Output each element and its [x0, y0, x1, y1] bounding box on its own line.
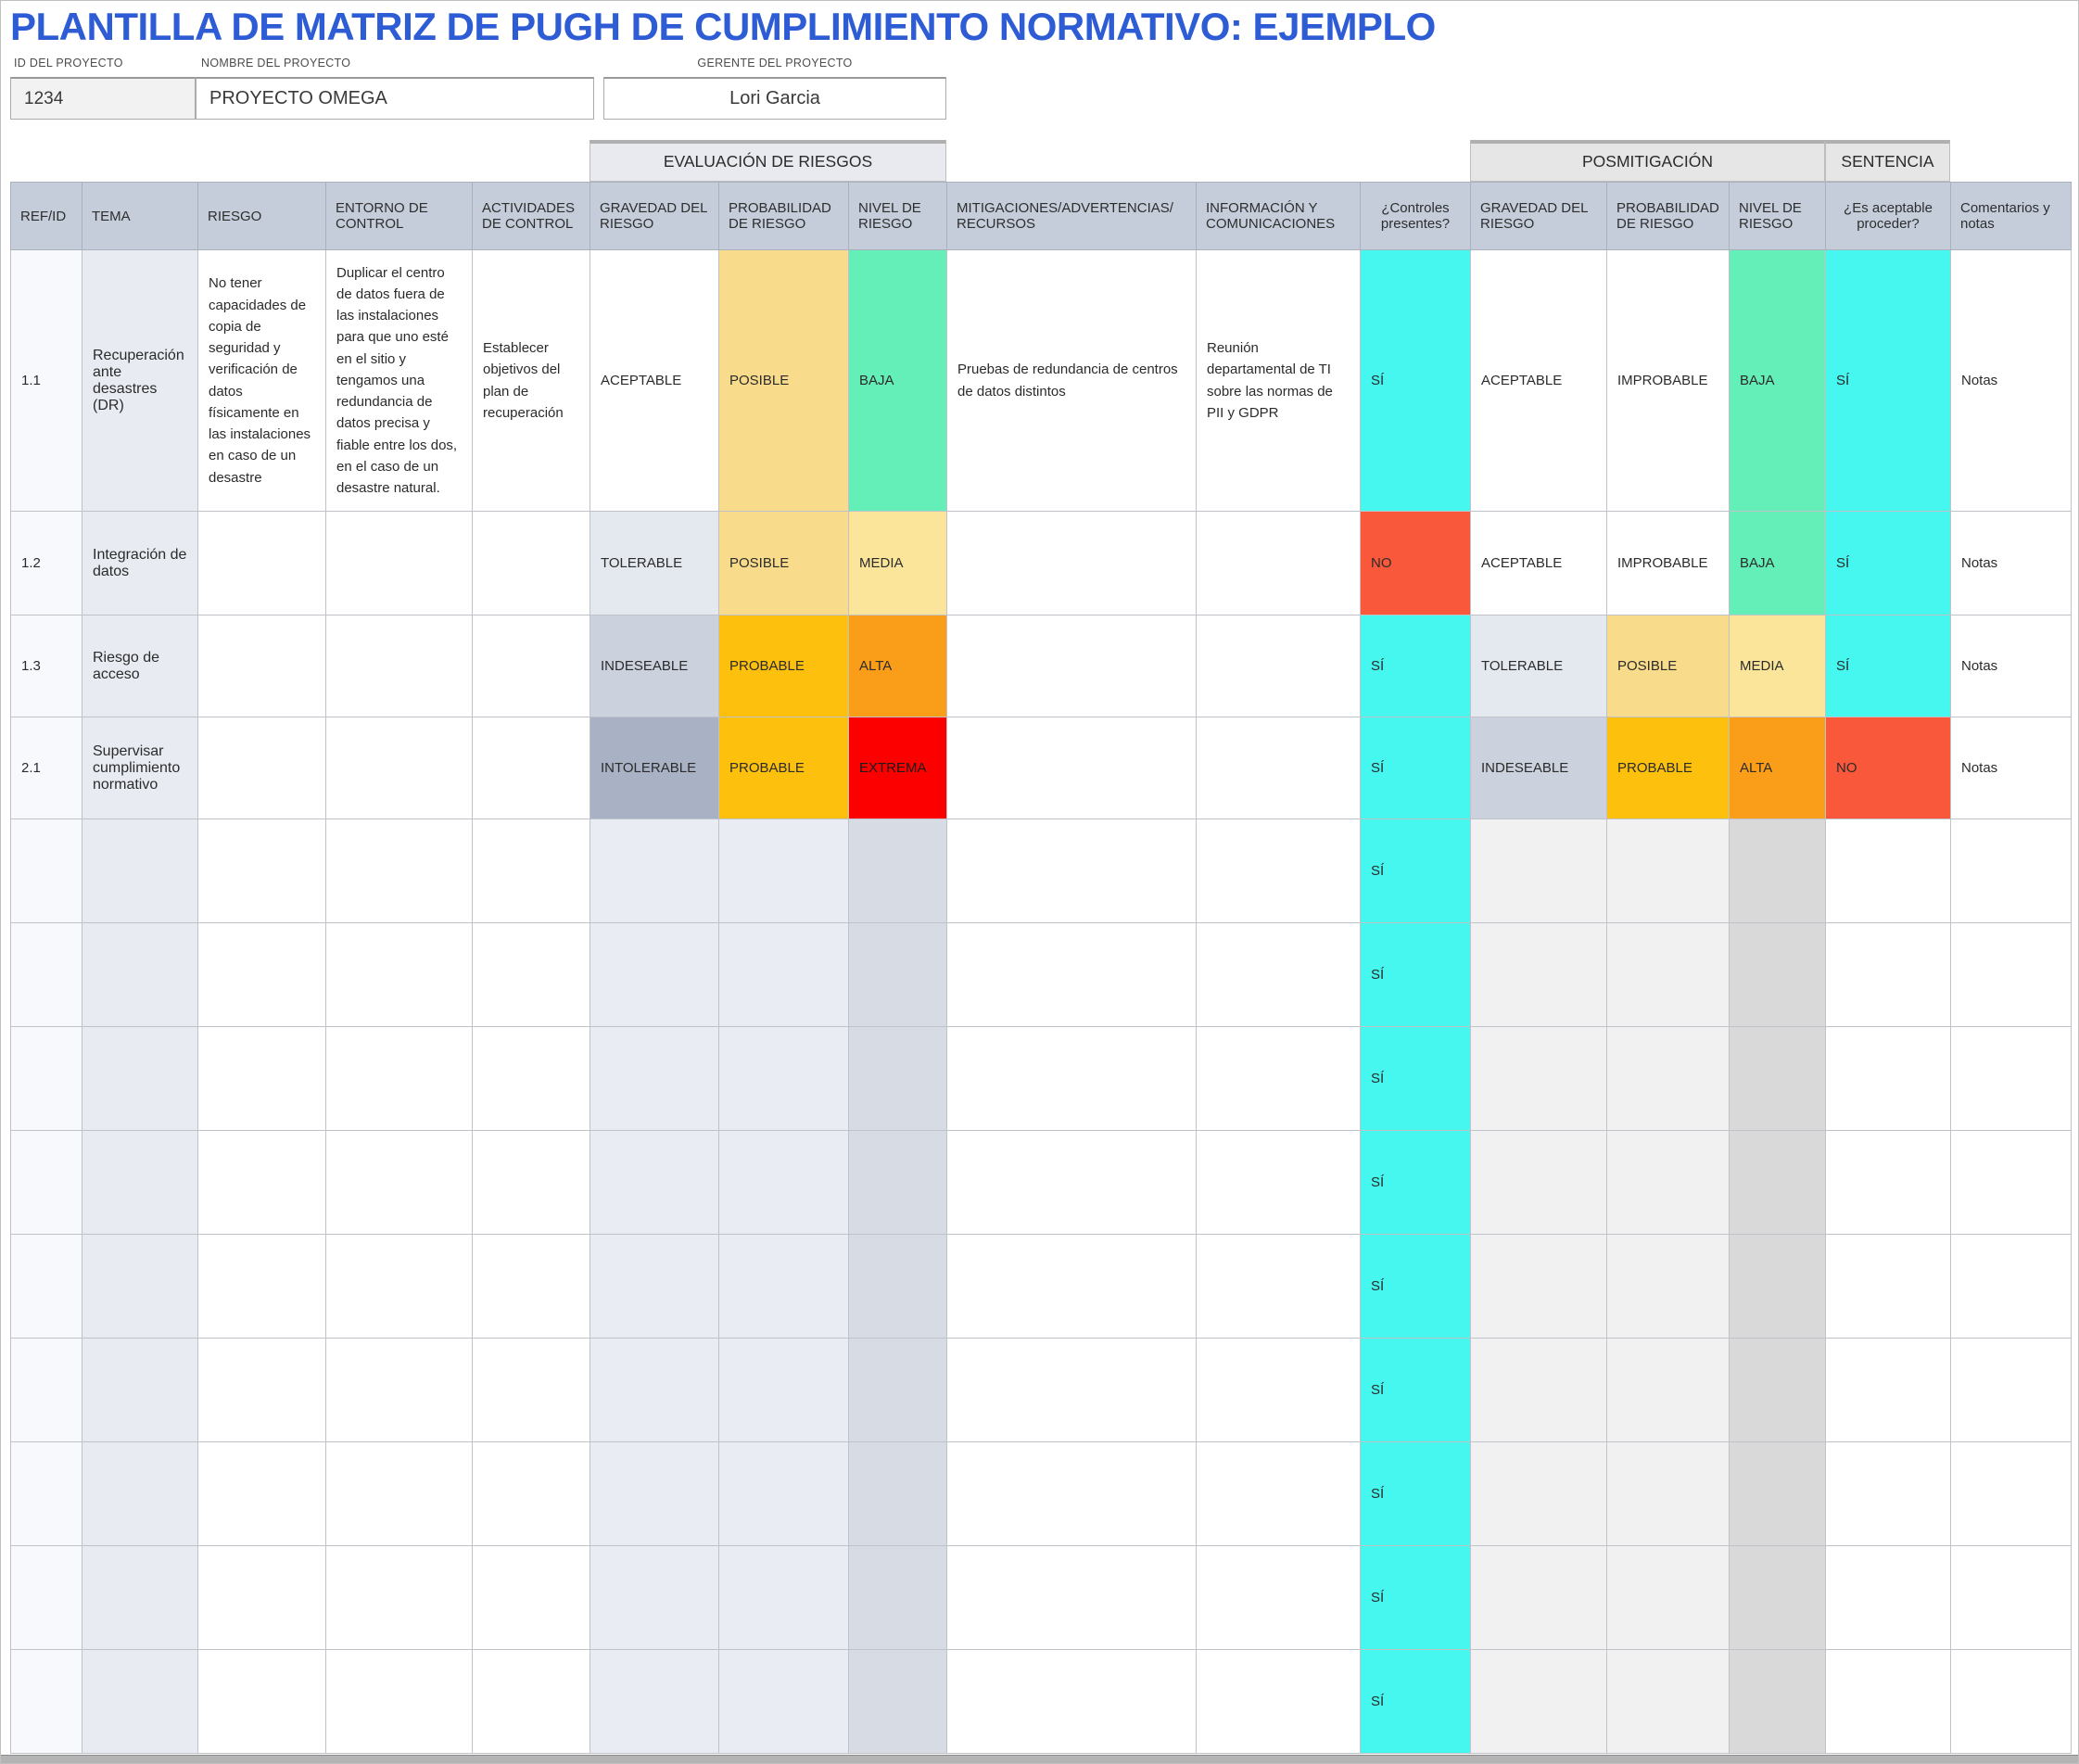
cell-es-aceptable-proceder[interactable] [1826, 1339, 1951, 1442]
project-name-field[interactable]: PROYECTO OMEGA [196, 77, 594, 120]
table-row [11, 1027, 2072, 1131]
cell-probabilidad-posmitigacion[interactable]: IMPROBABLE [1607, 250, 1730, 512]
cell-entorno-de-control[interactable] [326, 512, 473, 615]
cell-actividades-de-control[interactable] [473, 1650, 590, 1754]
cell-mitigaciones-advertencias-recursos[interactable] [947, 1546, 1197, 1650]
cell-entorno-de-control[interactable] [326, 1027, 473, 1131]
group-header-evaluacion[interactable]: EVALUACIÓN DE RIESGOS [589, 140, 946, 182]
cell-comentarios-y-notas[interactable] [1951, 1027, 2072, 1131]
cell-nivel-posmitigacion[interactable] [1730, 1442, 1826, 1546]
cell-nivel-de-riesgo[interactable]: ALTA [849, 615, 947, 717]
cell-es-aceptable-proceder[interactable] [1826, 1650, 1951, 1754]
cell-entorno-de-control[interactable] [326, 1546, 473, 1650]
cell-tema[interactable] [82, 1235, 198, 1339]
column-header-ref-id[interactable]: REF/ID [11, 183, 82, 250]
cell-gravedad-posmitigacion[interactable] [1471, 1442, 1607, 1546]
cell-nivel-posmitigacion[interactable]: BAJA [1730, 250, 1826, 512]
cell-comentarios-y-notas[interactable] [1951, 819, 2072, 923]
cell-comentarios-y-notas[interactable]: Notas [1951, 615, 2072, 717]
cell-informacion-y-comunicaciones[interactable] [1197, 615, 1361, 717]
cell-informacion-y-comunicaciones[interactable] [1197, 717, 1361, 819]
cell-gravedad-posmitigacion[interactable]: ACEPTABLE [1471, 250, 1607, 512]
cell-probabilidad-de-riesgo[interactable] [719, 1650, 849, 1754]
cell-nivel-posmitigacion[interactable]: ALTA [1730, 717, 1826, 819]
cell-nivel-de-riesgo[interactable] [849, 1650, 947, 1754]
cell-mitigaciones-advertencias-recursos[interactable] [947, 923, 1197, 1027]
cell-comentarios-y-notas[interactable] [1951, 1339, 2072, 1442]
cell-riesgo[interactable] [198, 717, 326, 819]
project-id-label: ID DEL PROYECTO [14, 57, 123, 70]
cell-controles-presentes[interactable]: SÍ [1361, 250, 1471, 512]
cell-nivel-de-riesgo[interactable] [849, 923, 947, 1027]
cell-gravedad-del-riesgo[interactable]: INTOLERABLE [590, 717, 719, 819]
cell-gravedad-del-riesgo[interactable] [590, 1339, 719, 1442]
column-header-row [11, 183, 2072, 250]
cell-nivel-de-riesgo[interactable] [849, 1546, 947, 1650]
cell-actividades-de-control[interactable] [473, 1131, 590, 1235]
cell-es-aceptable-proceder[interactable]: SÍ [1826, 250, 1951, 512]
cell-entorno-de-control[interactable] [326, 1131, 473, 1235]
cell-informacion-y-comunicaciones[interactable] [1197, 1650, 1361, 1754]
cell-probabilidad-de-riesgo[interactable]: PROBABLE [719, 717, 849, 819]
cell-comentarios-y-notas[interactable] [1951, 1235, 2072, 1339]
cell-controles-presentes[interactable]: SÍ [1361, 717, 1471, 819]
table-row [11, 512, 2072, 615]
cell-entorno-de-control[interactable] [326, 1339, 473, 1442]
cell-es-aceptable-proceder[interactable] [1826, 1027, 1951, 1131]
cell-gravedad-del-riesgo[interactable] [590, 1235, 719, 1339]
cell-entorno-de-control[interactable]: Duplicar el centro de datos fuera de las instalaciones para que uno esté en el sitio y tengamos una redundancia de datos precisa y fiable entre los dos, en el caso de un desastre natural. [326, 250, 473, 512]
cell-probabilidad-posmitigacion[interactable] [1607, 1027, 1730, 1131]
cell-tema[interactable] [82, 1650, 198, 1754]
cell-tema[interactable] [82, 1131, 198, 1235]
cell-ref-id[interactable] [11, 819, 82, 923]
table-row [11, 1546, 2072, 1650]
column-header-gravedad-del-riesgo[interactable]: GRAVEDAD DEL RIESGO [590, 183, 719, 250]
cell-tema[interactable] [82, 1339, 198, 1442]
cell-actividades-de-control[interactable]: Establecer objetivos del plan de recuperación [473, 250, 590, 512]
cell-probabilidad-de-riesgo[interactable] [719, 1027, 849, 1131]
cell-ref-id[interactable] [11, 1546, 82, 1650]
column-header-es-aceptable-proceder[interactable]: ¿Es aceptable proceder? [1826, 183, 1951, 250]
cell-mitigaciones-advertencias-recursos[interactable] [947, 615, 1197, 717]
cell-riesgo[interactable] [198, 1546, 326, 1650]
cell-es-aceptable-proceder[interactable]: SÍ [1826, 615, 1951, 717]
cell-mitigaciones-advertencias-recursos[interactable] [947, 1131, 1197, 1235]
column-header-mitigaciones-advertencias-recursos[interactable]: MITIGACIONES/ADVERTENCIAS/ RECURSOS [947, 183, 1197, 250]
cell-comentarios-y-notas[interactable] [1951, 923, 2072, 1027]
cell-actividades-de-control[interactable] [473, 1442, 590, 1546]
cell-actividades-de-control[interactable] [473, 1339, 590, 1442]
cell-actividades-de-control[interactable] [473, 717, 590, 819]
cell-nivel-posmitigacion[interactable] [1730, 819, 1826, 923]
cell-gravedad-posmitigacion[interactable] [1471, 819, 1607, 923]
cell-nivel-posmitigacion[interactable]: MEDIA [1730, 615, 1826, 717]
cell-nivel-posmitigacion[interactable] [1730, 1235, 1826, 1339]
cell-riesgo[interactable] [198, 1235, 326, 1339]
cell-informacion-y-comunicaciones[interactable] [1197, 1546, 1361, 1650]
cell-nivel-de-riesgo[interactable] [849, 1442, 947, 1546]
cell-informacion-y-comunicaciones[interactable]: Reunión departamental de TI sobre las normas de PII y GDPR [1197, 250, 1361, 512]
cell-tema[interactable] [82, 1546, 198, 1650]
table-row [11, 717, 2072, 819]
group-header-row [10, 140, 2071, 182]
cell-nivel-posmitigacion[interactable] [1730, 1131, 1826, 1235]
cell-entorno-de-control[interactable] [326, 615, 473, 717]
cell-ref-id[interactable]: 1.1 [11, 250, 82, 512]
project-manager-field[interactable]: Lori Garcia [603, 77, 946, 120]
cell-actividades-de-control[interactable] [473, 1235, 590, 1339]
cell-riesgo[interactable] [198, 819, 326, 923]
column-header-controles-presentes[interactable]: ¿Controles presentes? [1361, 183, 1471, 250]
cell-controles-presentes[interactable]: SÍ [1361, 1650, 1471, 1754]
cell-probabilidad-posmitigacion[interactable] [1607, 1546, 1730, 1650]
matrix-sheet [10, 140, 2071, 1754]
column-header-tema[interactable]: TEMA [82, 183, 198, 250]
cell-controles-presentes[interactable]: SÍ [1361, 1339, 1471, 1442]
cell-riesgo[interactable] [198, 1339, 326, 1442]
cell-tema[interactable]: Supervisar cumplimiento normativo [82, 717, 198, 819]
cell-riesgo[interactable]: No tener capacidades de copia de seguridad y verificación de datos físicamente en las instalaciones en caso de un desastre [198, 250, 326, 512]
cell-ref-id[interactable] [11, 1235, 82, 1339]
cell-riesgo[interactable] [198, 923, 326, 1027]
project-id-field[interactable]: 1234 [10, 77, 196, 120]
column-header-entorno-de-control[interactable]: ENTORNO DE CONTROL [326, 183, 473, 250]
cell-ref-id[interactable] [11, 923, 82, 1027]
cell-probabilidad-de-riesgo[interactable] [719, 923, 849, 1027]
cell-nivel-de-riesgo[interactable]: EXTREMA [849, 717, 947, 819]
cell-gravedad-posmitigacion[interactable] [1471, 1235, 1607, 1339]
cell-actividades-de-control[interactable] [473, 1546, 590, 1650]
group-header-sentencia[interactable]: SENTENCIA [1825, 140, 1950, 182]
column-header-comentarios-y-notas[interactable]: Comentarios y notas [1951, 183, 2072, 250]
cell-gravedad-posmitigacion[interactable] [1471, 1339, 1607, 1442]
cell-ref-id[interactable] [11, 1442, 82, 1546]
cell-es-aceptable-proceder[interactable]: NO [1826, 717, 1951, 819]
cell-probabilidad-de-riesgo[interactable]: POSIBLE [719, 512, 849, 615]
cell-informacion-y-comunicaciones[interactable] [1197, 1235, 1361, 1339]
cell-gravedad-posmitigacion[interactable] [1471, 923, 1607, 1027]
cell-probabilidad-posmitigacion[interactable] [1607, 1131, 1730, 1235]
cell-nivel-posmitigacion[interactable] [1730, 1546, 1826, 1650]
cell-gravedad-posmitigacion[interactable] [1471, 1650, 1607, 1754]
project-manager-label: GERENTE DEL PROYECTO [697, 57, 853, 70]
cell-probabilidad-posmitigacion[interactable] [1607, 923, 1730, 1027]
cell-controles-presentes[interactable]: SÍ [1361, 1546, 1471, 1650]
cell-informacion-y-comunicaciones[interactable] [1197, 1027, 1361, 1131]
cell-actividades-de-control[interactable] [473, 1027, 590, 1131]
cell-comentarios-y-notas[interactable]: Notas [1951, 250, 2072, 512]
cell-controles-presentes[interactable]: SÍ [1361, 1442, 1471, 1546]
cell-gravedad-del-riesgo[interactable] [590, 1442, 719, 1546]
cell-es-aceptable-proceder[interactable] [1826, 1546, 1951, 1650]
cell-nivel-posmitigacion[interactable]: BAJA [1730, 512, 1826, 615]
cell-nivel-de-riesgo[interactable] [849, 1131, 947, 1235]
table-row [11, 1235, 2072, 1339]
group-header-posmitigacion[interactable]: POSMITIGACIÓN [1470, 140, 1825, 182]
column-header-probabilidad-de-riesgo[interactable]: PROBABILIDAD DE RIESGO [719, 183, 849, 250]
cell-riesgo[interactable] [198, 1131, 326, 1235]
table-row [11, 1650, 2072, 1754]
cell-es-aceptable-proceder[interactable] [1826, 1442, 1951, 1546]
cell-informacion-y-comunicaciones[interactable] [1197, 1442, 1361, 1546]
cell-tema[interactable] [82, 1027, 198, 1131]
cell-entorno-de-control[interactable] [326, 923, 473, 1027]
cell-informacion-y-comunicaciones[interactable] [1197, 1339, 1361, 1442]
cell-nivel-posmitigacion[interactable] [1730, 923, 1826, 1027]
cell-tema[interactable] [82, 819, 198, 923]
cell-gravedad-del-riesgo[interactable]: ACEPTABLE [590, 250, 719, 512]
cell-tema[interactable] [82, 923, 198, 1027]
cell-es-aceptable-proceder[interactable] [1826, 819, 1951, 923]
column-header-actividades-de-control[interactable]: ACTIVIDADES DE CONTROL [473, 183, 590, 250]
cell-gravedad-del-riesgo[interactable] [590, 1546, 719, 1650]
table-row [11, 923, 2072, 1027]
cell-ref-id[interactable]: 1.3 [11, 615, 82, 717]
cell-probabilidad-de-riesgo[interactable]: PROBABLE [719, 615, 849, 717]
cell-comentarios-y-notas[interactable] [1951, 1650, 2072, 1754]
cell-probabilidad-posmitigacion[interactable] [1607, 1650, 1730, 1754]
cell-probabilidad-posmitigacion[interactable] [1607, 1235, 1730, 1339]
cell-nivel-posmitigacion[interactable] [1730, 1027, 1826, 1131]
cell-probabilidad-posmitigacion[interactable] [1607, 1442, 1730, 1546]
cell-es-aceptable-proceder[interactable]: SÍ [1826, 512, 1951, 615]
cell-nivel-de-riesgo[interactable]: BAJA [849, 250, 947, 512]
cell-gravedad-posmitigacion[interactable] [1471, 1131, 1607, 1235]
cell-entorno-de-control[interactable] [326, 1442, 473, 1546]
cell-actividades-de-control[interactable] [473, 819, 590, 923]
cell-ref-id[interactable]: 2.1 [11, 717, 82, 819]
cell-tema[interactable]: Riesgo de acceso [82, 615, 198, 717]
cell-controles-presentes[interactable]: SÍ [1361, 1235, 1471, 1339]
cell-comentarios-y-notas[interactable]: Notas [1951, 717, 2072, 819]
cell-controles-presentes[interactable]: SÍ [1361, 923, 1471, 1027]
cell-es-aceptable-proceder[interactable] [1826, 1131, 1951, 1235]
cell-tema[interactable] [82, 1442, 198, 1546]
cell-mitigaciones-advertencias-recursos[interactable] [947, 717, 1197, 819]
table-row [11, 1442, 2072, 1546]
cell-nivel-de-riesgo[interactable] [849, 1339, 947, 1442]
column-header-nivel-posmitigacion[interactable]: NIVEL DE RIESGO [1730, 183, 1826, 250]
cell-entorno-de-control[interactable] [326, 1235, 473, 1339]
cell-gravedad-posmitigacion[interactable] [1471, 1027, 1607, 1131]
column-header-gravedad-posmitigacion[interactable]: GRAVEDAD DEL RIESGO [1471, 183, 1607, 250]
cell-entorno-de-control[interactable] [326, 819, 473, 923]
cell-mitigaciones-advertencias-recursos[interactable]: Pruebas de redundancia de centros de datos distintos [947, 250, 1197, 512]
cell-actividades-de-control[interactable] [473, 923, 590, 1027]
cell-gravedad-del-riesgo[interactable] [590, 923, 719, 1027]
cell-probabilidad-de-riesgo[interactable] [719, 1339, 849, 1442]
cell-es-aceptable-proceder[interactable] [1826, 923, 1951, 1027]
cell-probabilidad-posmitigacion[interactable]: PROBABLE [1607, 717, 1730, 819]
horizontal-scrollbar[interactable] [1, 1755, 2078, 1763]
cell-nivel-de-riesgo[interactable] [849, 1235, 947, 1339]
cell-mitigaciones-advertencias-recursos[interactable] [947, 512, 1197, 615]
column-header-probabilidad-posmitigacion[interactable]: PROBABILIDAD DE RIESGO [1607, 183, 1730, 250]
cell-probabilidad-de-riesgo[interactable] [719, 819, 849, 923]
cell-probabilidad-posmitigacion[interactable]: POSIBLE [1607, 615, 1730, 717]
cell-gravedad-del-riesgo[interactable] [590, 1131, 719, 1235]
cell-mitigaciones-advertencias-recursos[interactable] [947, 819, 1197, 923]
cell-ref-id[interactable] [11, 1339, 82, 1442]
cell-nivel-posmitigacion[interactable] [1730, 1339, 1826, 1442]
column-header-informacion-y-comunicaciones[interactable]: INFORMACIÓN Y COMUNICACIONES [1197, 183, 1361, 250]
cell-riesgo[interactable] [198, 512, 326, 615]
cell-controles-presentes[interactable]: SÍ [1361, 1131, 1471, 1235]
cell-ref-id[interactable] [11, 1650, 82, 1754]
cell-probabilidad-de-riesgo[interactable] [719, 1546, 849, 1650]
cell-riesgo[interactable] [198, 1442, 326, 1546]
page-title: PLANTILLA DE MATRIZ DE PUGH DE CUMPLIMIENTO NORMATIVO: EJEMPLO [10, 5, 1436, 48]
cell-mitigaciones-advertencias-recursos[interactable] [947, 1027, 1197, 1131]
cell-mitigaciones-advertencias-recursos[interactable] [947, 1235, 1197, 1339]
cell-riesgo[interactable] [198, 615, 326, 717]
cell-informacion-y-comunicaciones[interactable] [1197, 1131, 1361, 1235]
cell-gravedad-del-riesgo[interactable] [590, 819, 719, 923]
cell-gravedad-posmitigacion[interactable] [1471, 1546, 1607, 1650]
cell-controles-presentes[interactable]: SÍ [1361, 615, 1471, 717]
cell-probabilidad-de-riesgo[interactable]: POSIBLE [719, 250, 849, 512]
cell-gravedad-del-riesgo[interactable] [590, 1027, 719, 1131]
cell-tema[interactable]: Recuperación ante desastres (DR) [82, 250, 198, 512]
cell-nivel-de-riesgo[interactable] [849, 819, 947, 923]
cell-controles-presentes[interactable]: SÍ [1361, 819, 1471, 923]
cell-controles-presentes[interactable]: SÍ [1361, 1027, 1471, 1131]
table-row [11, 1339, 2072, 1442]
cell-gravedad-del-riesgo[interactable] [590, 1650, 719, 1754]
cell-comentarios-y-notas[interactable] [1951, 1546, 2072, 1650]
cell-comentarios-y-notas[interactable] [1951, 1131, 2072, 1235]
cell-ref-id[interactable] [11, 1027, 82, 1131]
cell-informacion-y-comunicaciones[interactable] [1197, 512, 1361, 615]
cell-actividades-de-control[interactable] [473, 512, 590, 615]
cell-informacion-y-comunicaciones[interactable] [1197, 819, 1361, 923]
table-row [11, 250, 2072, 512]
cell-probabilidad-de-riesgo[interactable] [719, 1442, 849, 1546]
cell-informacion-y-comunicaciones[interactable] [1197, 923, 1361, 1027]
cell-gravedad-posmitigacion[interactable]: TOLERABLE [1471, 615, 1607, 717]
cell-nivel-de-riesgo[interactable]: MEDIA [849, 512, 947, 615]
cell-nivel-de-riesgo[interactable] [849, 1027, 947, 1131]
cell-probabilidad-posmitigacion[interactable] [1607, 1339, 1730, 1442]
cell-tema[interactable]: Integración de datos [82, 512, 198, 615]
cell-comentarios-y-notas[interactable] [1951, 1442, 2072, 1546]
column-header-nivel-de-riesgo[interactable]: NIVEL DE RIESGO [849, 183, 947, 250]
table-row [11, 1131, 2072, 1235]
cell-ref-id[interactable] [11, 1131, 82, 1235]
matrix-body [11, 250, 2072, 1754]
cell-gravedad-del-riesgo[interactable]: TOLERABLE [590, 512, 719, 615]
project-name-label: NOMBRE DEL PROYECTO [201, 57, 351, 70]
cell-ref-id[interactable]: 1.2 [11, 512, 82, 615]
cell-entorno-de-control[interactable] [326, 717, 473, 819]
cell-probabilidad-posmitigacion[interactable] [1607, 819, 1730, 923]
cell-mitigaciones-advertencias-recursos[interactable] [947, 1442, 1197, 1546]
cell-probabilidad-posmitigacion[interactable]: IMPROBABLE [1607, 512, 1730, 615]
cell-gravedad-posmitigacion[interactable]: ACEPTABLE [1471, 512, 1607, 615]
cell-riesgo[interactable] [198, 1650, 326, 1754]
cell-gravedad-del-riesgo[interactable]: INDESEABLE [590, 615, 719, 717]
cell-es-aceptable-proceder[interactable] [1826, 1235, 1951, 1339]
cell-nivel-posmitigacion[interactable] [1730, 1650, 1826, 1754]
table-row [11, 615, 2072, 717]
matrix-table [10, 182, 2072, 1754]
cell-mitigaciones-advertencias-recursos[interactable] [947, 1650, 1197, 1754]
cell-comentarios-y-notas[interactable]: Notas [1951, 512, 2072, 615]
cell-entorno-de-control[interactable] [326, 1650, 473, 1754]
cell-actividades-de-control[interactable] [473, 615, 590, 717]
cell-probabilidad-de-riesgo[interactable] [719, 1131, 849, 1235]
cell-mitigaciones-advertencias-recursos[interactable] [947, 1339, 1197, 1442]
cell-gravedad-posmitigacion[interactable]: INDESEABLE [1471, 717, 1607, 819]
cell-riesgo[interactable] [198, 1027, 326, 1131]
cell-controles-presentes[interactable]: NO [1361, 512, 1471, 615]
table-row [11, 819, 2072, 923]
column-header-riesgo[interactable]: RIESGO [198, 183, 326, 250]
cell-probabilidad-de-riesgo[interactable] [719, 1235, 849, 1339]
